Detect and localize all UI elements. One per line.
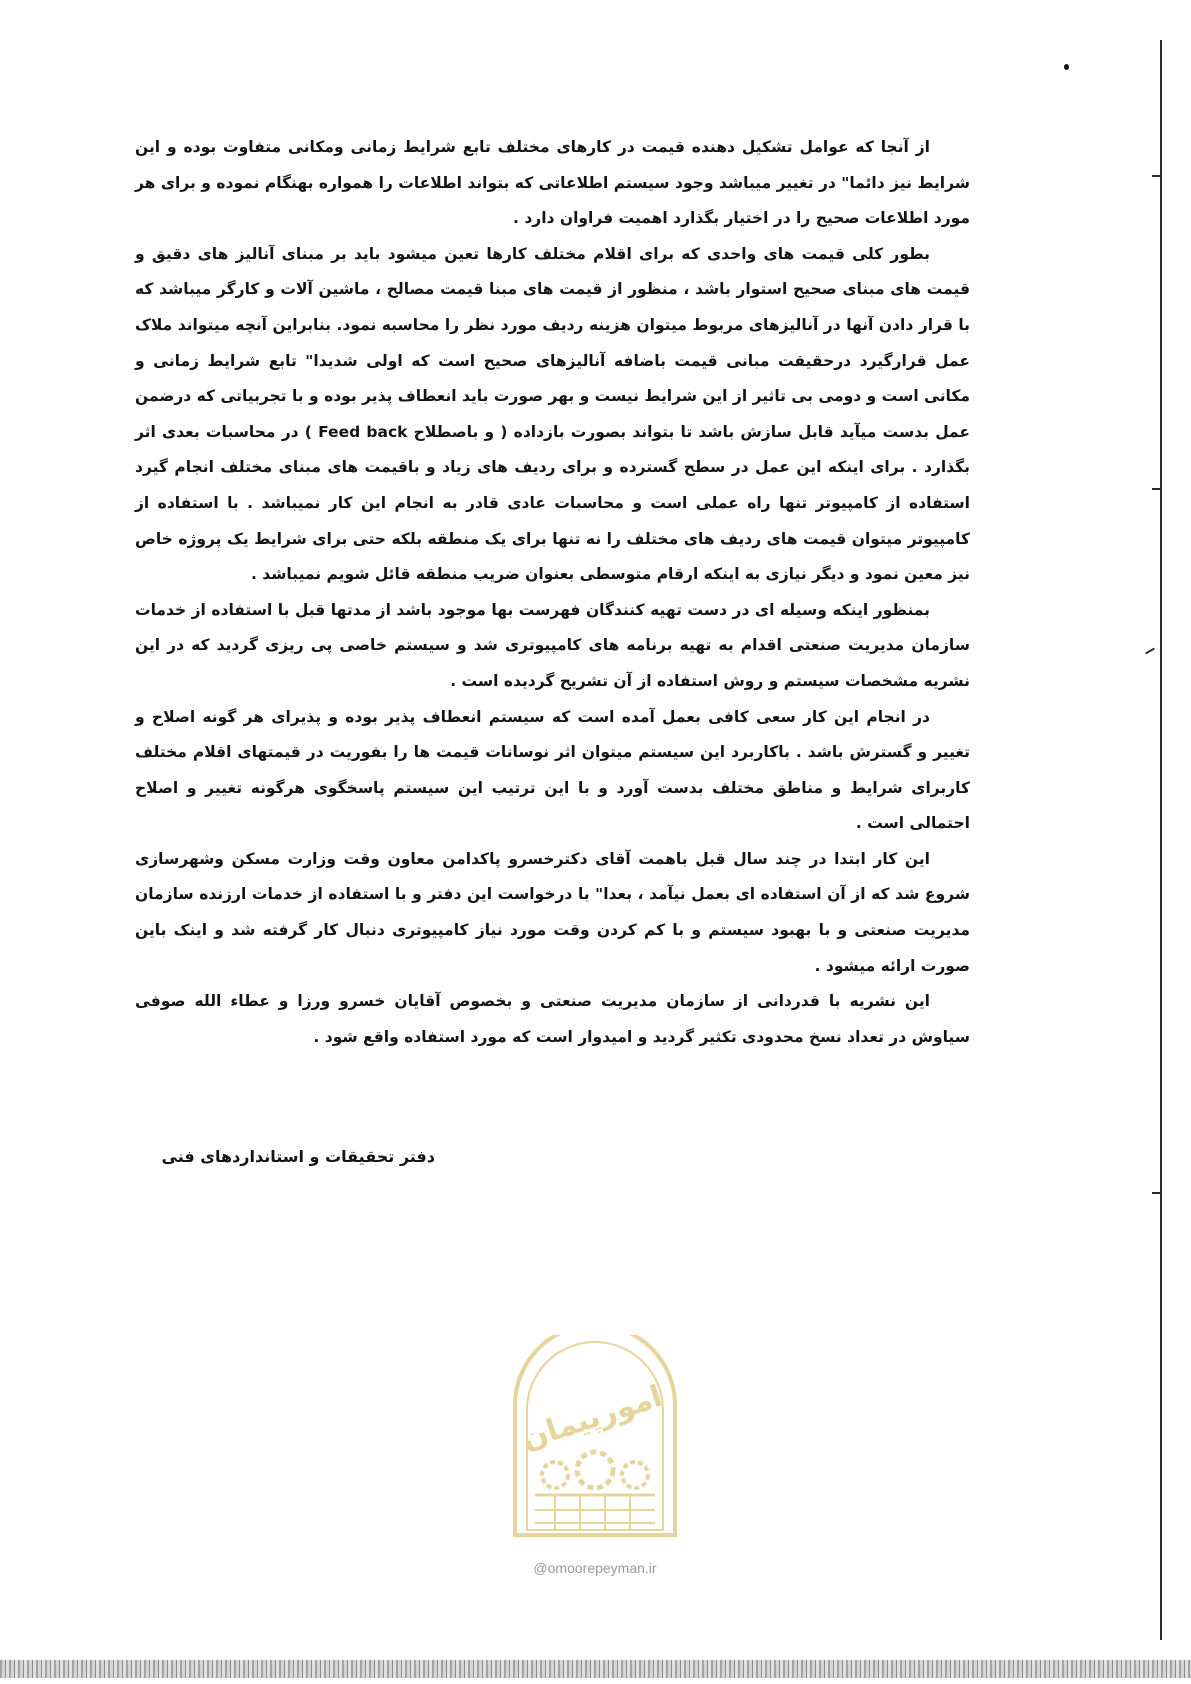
margin-tick (1152, 488, 1162, 490)
paragraph: بمنظور اینکه وسیله ای در دست تهیه کنندگان فهرست بها موجود باشد از مدتها قبل با استفاده از خدمات سازمان مدیریت صنعتی اقدام به تهیه برنامه های کامپیوتری شد و سیستم خاصی پی ریزی گردید که در این نشریه مشخصات سیستم و روش استفاده از آن تشریح گردیده است . (135, 600, 970, 690)
margin-tick (1145, 648, 1155, 655)
paragraph: این نشریه با قدردانی از سازمان مدیریت صنعتی و بخصوص آقایان خسرو ورزا و عطاء الله صوفی سیاوش در تعداد نسخ محدودی تکثیر گردید و امیدوار است که مورد استفاده واقع شود . (135, 992, 970, 1046)
margin-tick (1152, 1192, 1162, 1194)
margin-tick (1152, 175, 1162, 177)
seal-emblem-icon (495, 1335, 695, 1560)
scan-artifact-strip (0, 1660, 1191, 1678)
paragraph: این کار ابتدا در چند سال قبل باهمت آقای دکترخسرو پاکدامن معاون وقت وزارت مسکن وشهرسازی شروع شد که از آن استفاده ای بعمل نیآمد ، بعدا" با درخواست این دفتر و با استفاده از خدمات ارزنده سازمان مدیریت صنعتی و با بهبود سیستم و با کم کردن وقت مورد نیاز کامپیوتری دنبال کار گرفته شد و اینک باین صورت ارائه میشود . (135, 849, 970, 975)
signature: دفتر تحقیقات و استانداردهای فنی (161, 1147, 435, 1166)
paragraph: در انجام این کار سعی کافی بعمل آمده است که سیستم انعطاف پذیر بوده و پذیرای هر گونه اصلاح و تغییر و گسترش باشد . باکاربرد این سیستم میتوان اثر نوسانات قیمت ها را بفوریت در قیمتهای اقلام مختلف کاربرای شرایط و مناطق مختلف بدست آورد و با این ترتیب این سیستم پاسخگوی هرگونه تغییر و اصلاح احتمالی است . (135, 707, 970, 833)
binding-margin-line (1160, 40, 1162, 1640)
scan-dot (1064, 64, 1069, 70)
svg-text:امورپیمان: امورپیمان (517, 1378, 667, 1458)
body-text (135, 130, 970, 1055)
watermark-seal (495, 1335, 695, 1560)
paragraph: از آنجا که عوامل تشکیل دهنده قیمت در کارهای مختلف تابع شرایط زمانی ومکانی متفاوت بوده و این شرایط نیز دائما" در تغییر میباشد وجود سیستم اطلاعاتی که بتواند اطلاعات را همواره بهنگام نموده و برای هر مورد اطلاعات صحیح را در اختیار بگذارد اهمیت فراوان دارد . (135, 138, 970, 228)
paragraph: بطور کلی قیمت های واحدی که برای اقلام مختلف کارها تعین میشود باید بر مبنای آنالیز های دقیق و قیمت های مبنای صحیح استوار باشد ، منظور از قیمت های مبنا قیمت مصالح ، ماشین آلات و کارگر میباشد که با قرار دادن آنها در آنالیزهای مربوط میتوان هزینه ردیف مورد نظر را محاسبه نمود. بنابراین آنچه میتواند ملاک عمل قرارگیرد درحقیقت مبانی قیمت باضافه آنالیزهای صحیح است که اولی شدیدا" تابع شرایط زمانی و مکانی است و دومی بی تاثیر از این شرایط نیست و بهر صورت باید انعطاف پذیر بوده و با تجربیاتی که درضمن عمل بدست میآید قابل سازش باشد تا بتواند بصورت بازداده ( و باصطلاح Feed back ) در محاسبات بعدی اثر بگذارد . برای اینکه این عمل در سطح گسترده و برای ردیف های زیاد و باقیمت های مبنای مختلف انجام گیرد استفاده از کامپیوتر تنها راه عملی است و محاسبات عادی قادر به انجام این کار نمیباشد . با استفاده از کامپیوتر میتوان قیمت های ردیف های مختلف را نه تنها برای یک منطقه بلکه حتی برای شرایط یک پروژه خاص نیز معین نمود و دیگر نیازی به اینکه ارقام متوسطی بعنوان ضریب منطقه قائل شویم نمیباشد . (135, 244, 971, 584)
seal-watermark-text: @omoorepeyman.ir (533, 1560, 657, 1576)
